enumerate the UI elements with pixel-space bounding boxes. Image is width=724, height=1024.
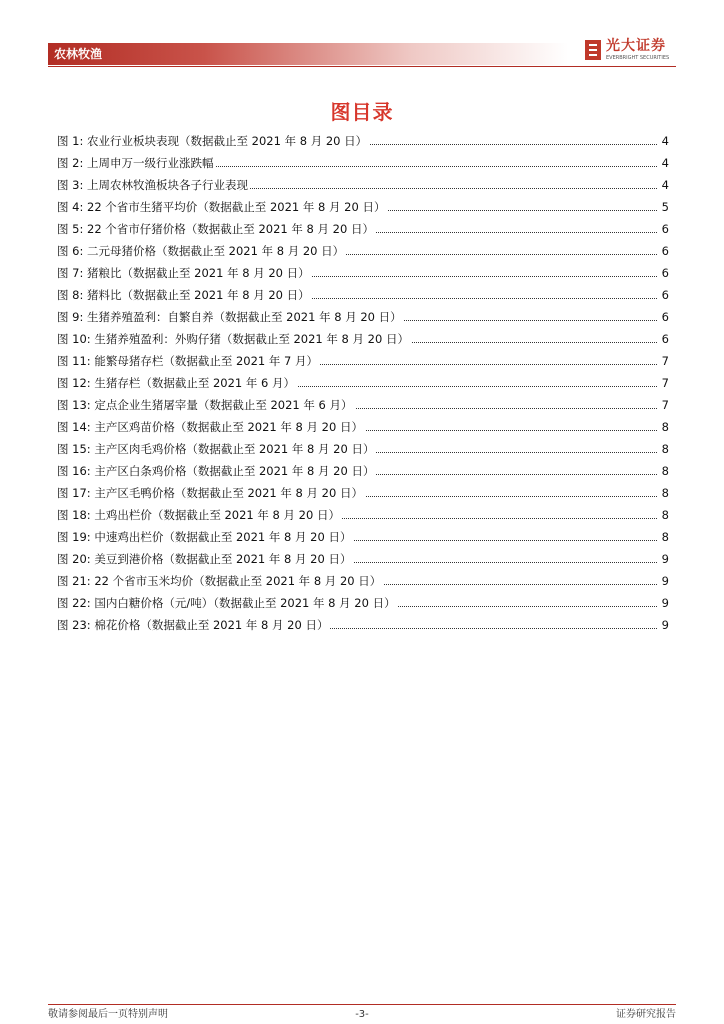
toc-entry-page[interactable]: 8 [660, 438, 669, 460]
toc-entry-label[interactable]: 图 23: 棉花价格（数据截止至 2021 年 8 月 20 日） [57, 614, 330, 636]
toc-entry-page[interactable]: 6 [660, 240, 669, 262]
toc-entry-label[interactable]: 图 3: 上周农林牧渔板块各子行业表现 [57, 174, 250, 196]
toc-entry[interactable] [57, 262, 669, 284]
footer-divider [48, 1004, 676, 1005]
toc-entry[interactable] [57, 350, 669, 372]
toc-entry-label[interactable]: 图 10: 生猪养殖盈利：外购仔猪（数据截止至 2021 年 8 月 20 日） [57, 328, 411, 350]
toc-entry[interactable] [57, 306, 669, 328]
toc-entry-page[interactable]: 6 [660, 328, 669, 350]
toc-entry-page[interactable]: 6 [660, 218, 669, 240]
toc-entry-label[interactable]: 图 8: 猪料比（数据截止至 2021 年 8 月 20 日） [57, 284, 312, 306]
toc-entry-label[interactable]: 图 13: 定点企业生猪屠宰量（数据截止至 2021 年 6 月） [57, 394, 355, 416]
toc-entry[interactable] [57, 570, 669, 592]
toc-entry-page[interactable]: 4 [660, 152, 669, 174]
toc-entry-page[interactable]: 8 [660, 416, 669, 438]
toc-entry[interactable] [57, 482, 669, 504]
toc-entry[interactable] [57, 218, 669, 240]
header-divider [48, 66, 676, 67]
toc-entry-label[interactable]: 图 12: 生猪存栏（数据截止至 2021 年 6 月） [57, 372, 297, 394]
toc-entry-label[interactable]: 图 22: 国内白糖价格（元/吨）（数据截止至 2021 年 8 月 20 日） [57, 592, 398, 614]
toc-entry-page[interactable]: 9 [660, 570, 669, 592]
toc-entry-label[interactable]: 图 9: 生猪养殖盈利：自繁自养（数据截止至 2021 年 8 月 20 日） [57, 306, 404, 328]
toc-entry[interactable] [57, 196, 669, 218]
toc-entry-page[interactable]: 6 [660, 284, 669, 306]
toc-entry-page[interactable]: 9 [660, 592, 669, 614]
toc-entry[interactable] [57, 372, 669, 394]
toc-entry[interactable] [57, 592, 669, 614]
toc-entry[interactable] [57, 460, 669, 482]
toc-entry-label[interactable]: 图 1: 农业行业板块表现（数据截止至 2021 年 8 月 20 日） [57, 130, 369, 152]
toc-entry-label[interactable]: 图 11: 能繁母猪存栏（数据截止至 2021 年 7 月） [57, 350, 320, 372]
toc-entry[interactable] [57, 130, 669, 152]
toc-entry-label[interactable]: 图 2: 上周申万一级行业涨跌幅 [57, 152, 216, 174]
toc-entry[interactable] [57, 438, 669, 460]
toc-entry-label[interactable]: 图 15: 主产区肉毛鸡价格（数据截止至 2021 年 8 月 20 日） [57, 438, 376, 460]
toc-entry[interactable] [57, 394, 669, 416]
footer-disclaimer: 敬请参阅最后一页特别声明 [48, 1009, 168, 1020]
figure-list [57, 130, 669, 636]
toc-entry-label[interactable]: 图 4: 22 个省市生猪平均价（数据截止至 2021 年 8 月 20 日） [57, 196, 387, 218]
toc-entry[interactable] [57, 174, 669, 196]
page-number: -3- [355, 1009, 369, 1020]
toc-entry-page[interactable]: 8 [660, 526, 669, 548]
toc-entry[interactable] [57, 504, 669, 526]
toc-entry-label[interactable]: 图 20: 美豆到港价格（数据截止至 2021 年 8 月 20 日） [57, 548, 353, 570]
toc-entry-label[interactable]: 图 5: 22 个省市仔猪价格（数据截止至 2021 年 8 月 20 日） [57, 218, 376, 240]
toc-entry[interactable] [57, 548, 669, 570]
toc-entry-page[interactable]: 6 [660, 262, 669, 284]
toc-entry-page[interactable]: 4 [660, 174, 669, 196]
toc-entry-page[interactable]: 8 [660, 460, 669, 482]
toc-entry-page[interactable]: 4 [660, 130, 669, 152]
brand-logo-icon [584, 39, 602, 61]
toc-entry[interactable] [57, 526, 669, 548]
section-tag: 农林牧渔 [54, 47, 103, 61]
toc-entry-page[interactable]: 5 [660, 196, 669, 218]
toc-entry[interactable] [57, 240, 669, 262]
toc-entry-page[interactable]: 7 [660, 394, 669, 416]
toc-entry-page[interactable]: 9 [660, 614, 669, 636]
brand-name-cn: 光大证券 [606, 38, 666, 54]
brand-name-en: EVERBRIGHT SECURITIES [606, 55, 670, 61]
toc-entry-label[interactable]: 图 21: 22 个省市玉米均价（数据截止至 2021 年 8 月 20 日） [57, 570, 383, 592]
toc-entry[interactable] [57, 328, 669, 350]
toc-entry[interactable] [57, 152, 669, 174]
toc-entry-page[interactable]: 8 [660, 504, 669, 526]
toc-entry-label[interactable]: 图 19: 中速鸡出栏价（数据截止至 2021 年 8 月 20 日） [57, 526, 353, 548]
toc-entry-page[interactable]: 7 [660, 350, 669, 372]
toc-entry-label[interactable]: 图 17: 主产区毛鸭价格（数据截止至 2021 年 8 月 20 日） [57, 482, 365, 504]
brand-logo [584, 38, 674, 66]
toc-entry-label[interactable]: 图 7: 猪粮比（数据截止至 2021 年 8 月 20 日） [57, 262, 312, 284]
toc-entry[interactable] [57, 284, 669, 306]
toc-entry-label[interactable]: 图 14: 主产区鸡苗价格（数据截止至 2021 年 8 月 20 日） [57, 416, 365, 438]
page-title: 图目录 [330, 100, 394, 124]
toc-entry-page[interactable]: 8 [660, 482, 669, 504]
toc-entry-label[interactable]: 图 18: 土鸡出栏价（数据截止至 2021 年 8 月 20 日） [57, 504, 342, 526]
toc-entry[interactable] [57, 416, 669, 438]
footer-report-type: 证券研究报告 [616, 1009, 676, 1020]
toc-entry-page[interactable]: 9 [660, 548, 669, 570]
toc-entry[interactable] [57, 614, 669, 636]
toc-entry-label[interactable]: 图 6: 二元母猪价格（数据截止至 2021 年 8 月 20 日） [57, 240, 346, 262]
toc-entry-page[interactable]: 7 [660, 372, 669, 394]
toc-entry-page[interactable]: 6 [660, 306, 669, 328]
header-band [48, 43, 568, 65]
toc-entry-label[interactable]: 图 16: 主产区白条鸡价格（数据截止至 2021 年 8 月 20 日） [57, 460, 376, 482]
